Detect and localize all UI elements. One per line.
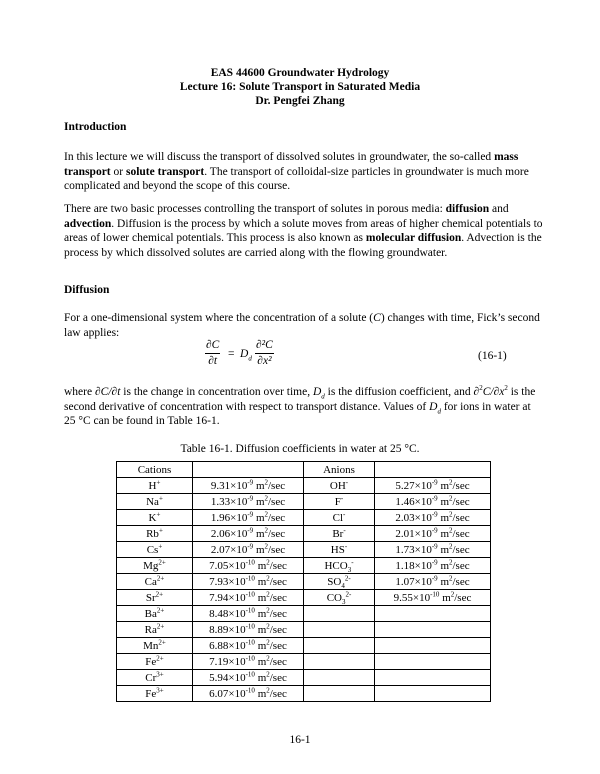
cation-cell: $Sr^{2+}$ bbox=[117, 590, 193, 606]
table-row bbox=[117, 638, 491, 654]
cation-value-cell: $2.07\times 10^{-9}$ $m^2/\sec$ bbox=[193, 542, 304, 558]
table-row bbox=[117, 686, 491, 702]
cation-value-cell: $9.31\times 10^{-9}$ $m^2/\sec$ bbox=[193, 478, 304, 494]
anion-cell bbox=[304, 654, 375, 670]
anion-cell: $HCO_3^-$ bbox=[304, 558, 375, 574]
cation-cell: $Mg^{2+}$ bbox=[117, 558, 193, 574]
lecture-title: Lecture 16: Solute Transport in Saturated Media bbox=[179, 81, 421, 93]
anion-value-cell: $5.27\times 10^{-9}$ $m^2/\sec$ bbox=[375, 478, 491, 494]
anion-cell bbox=[304, 686, 375, 702]
anion-value-cell bbox=[375, 606, 491, 622]
anion-cell bbox=[304, 670, 375, 686]
cation-value-cell: $6.07\times 10^{-10}$ $m^2/\sec$ bbox=[193, 686, 304, 702]
anion-cell: Br- bbox=[304, 526, 375, 542]
table-row bbox=[117, 478, 491, 494]
cation-value-cell: $1.33\times 10^{-9}$ $m^2/\sec$ bbox=[193, 494, 304, 510]
lhs-fraction: $\frac{\partial C}{\partial t}$ bbox=[206, 339, 220, 367]
table-row bbox=[117, 654, 491, 670]
cation-value-cell: $1.96\times 10^{-9}$ $m^2/\sec$ bbox=[193, 510, 304, 526]
cation-value-cell: $7.05\times 10^{-10}$ $m^2/\sec$ bbox=[193, 558, 304, 574]
cation-cell: $Ba^{2+}$ bbox=[117, 606, 193, 622]
document-page: EAS 44600 Groundwater Hydrology Lecture 16: Solute Transport in Saturated Media Dr. Pengfei Zhang Introduction In this lecture we will discuss the transport of dissolved solutes in groundwater, the so-called mass transport or solute transport. The transport of colloidal-size particles in groundwater is much more complicated and beyond the scope of this course. There are two basic processes controlling the transport of solutes in porous media: diffusion and advection. Diffusion is the process by which a solute moves from areas of higher chemical potentials to areas of lower chemical potentials. This process is also known as molecular diffusion. Advection is the process by which dissolved solutes are carried along with the flowing groundwater. Diffusion For a one-dimensional system where the concentration of a solute (C) changes with time, Fick’s second law applies: $\frac{\partial C}{\partial t}$ = $D_d$ $\frac{\text{∂²C}}{\text{∂x²}}$ (16-1) where ∂C/∂t is the change in concentration over time, $D_d$ is the diffusion coefficient, and $\partial^2C/\partial x^2$ is the second derivative of concentration with respect to transport distance. Values of $D_d$ for ions in water at 25 °C can be found in Table 16-1. Table 16-1. Diffusion coefficients in water at 25 °C. Cations Anions H+ $9.31\times 10^{-9}$ $m^2/\sec$ OH- $5.27\times 10^{-9}$ $m^2/\sec$ Na+ $1.33\times 10^{-9}$ $m^2/\sec$ F- $1.46\times 10^{-9}$ $m^2/\sec$ K+ $1.96\times 10^{-9}$ $m^2/\sec$ Cl- $2.03\times 10^{-9}$ $m^2/\sec$ Rb+ $2.06\times 10^{-9}$ $m^2/\sec$ Br- $2.01\times 10^{-9}$ $m^2/\sec$ Cs+ $2.07\times 10^{-9}$ $m^2/\sec$ HS- $1.73\times 10^{-9}$ $m^2/\sec$ $Mg^{2+}$ $7.05\times 10^{-10}$ $m^2/\sec$ $HCO_3^-$ $1.18\times 10^{-9}$ $m^2/\sec$ $Ca^{2+}$ $7.93\times 10^{-10}$ $m^2/\sec$ $SO_4^{2-}$ $1.07\times 10^{-9}$ $m^2/\sec$ $Sr^{2+}$ $7.94\times 10^{-10}$ $m^2/\sec$ $CO_3^{2-}$ $9.55\times 10^{-10}$ $m^2/\sec$ $Ba^{2+}$ $8.48\times 10^{-10}$ $m^2/\sec$ $Ra^{2+}$ $8.89\times 10^{-10}$ $m^2/\sec$ $Mn^{2+}$ $6.88\times 10^{-10}$ $m^2/\sec$ $Fe^{2+}$ $7.19\times 10^{-10}$ $m^2/\sec$ $Cr^{3+}$ $5.94\times 10^{-10}$ $m^2/\sec$ $Fe^{3+}$ $6.07\times 10^{-10}$ $m^2/\sec$ 16-1 bbox=[0, 0, 600, 774]
intro-paragraph-1: In this lecture we will discuss the transport of dissolved solutes in groundwater, the so-called mass transport or solute transport. The transport of colloidal-size particles in groundwater is much more complicated and beyond the scope of this course. bbox=[64, 151, 529, 193]
anion-cell: Cl- bbox=[304, 510, 375, 526]
cation-cell: H+ bbox=[117, 478, 193, 494]
cations-header: Cations bbox=[117, 462, 193, 478]
diffusion-heading: Diffusion bbox=[64, 284, 110, 296]
anion-cell bbox=[304, 638, 375, 654]
table-row bbox=[117, 606, 491, 622]
table-row bbox=[117, 494, 491, 510]
cation-value-cell: $8.48\times 10^{-10}$ $m^2/\sec$ bbox=[193, 606, 304, 622]
rhs-fraction: $\frac{\text{∂²C}}{\text{∂x²}}$ bbox=[256, 339, 273, 367]
cation-value-cell: $7.93\times 10^{-10}$ $m^2/\sec$ bbox=[193, 574, 304, 590]
instructor-name: Dr. Pengfei Zhang bbox=[255, 95, 345, 107]
diffusion-paragraph-1: For a one-dimensional system where the concentration of a solute (C) changes with time, Fick’s second law applies: bbox=[64, 312, 540, 339]
table-header-row bbox=[117, 462, 491, 478]
cation-cell: Cs+ bbox=[117, 542, 193, 558]
anions-header: Anions bbox=[304, 462, 375, 478]
anion-value-cell bbox=[375, 670, 491, 686]
cation-cell: $Ra^{2+}$ bbox=[117, 622, 193, 638]
equation-number: (16-1) bbox=[478, 350, 507, 362]
diffusion-paragraph-2: where ∂C/∂t is the change in concentration over time, $D_d$ is the diffusion coefficient, and $\partial^2C/\partial x^2$ is the second derivative of concentration with respect to transport distance. Values of $D_d$ for ions in water at 25 °C can be found in Table 16-1. bbox=[64, 384, 536, 428]
table-row bbox=[117, 526, 491, 542]
cation-value-cell: $5.94\times 10^{-10}$ $m^2/\sec$ bbox=[193, 670, 304, 686]
anion-value-cell bbox=[375, 686, 491, 702]
diffusion-coefficients-table bbox=[116, 461, 491, 702]
cation-cell: Rb+ bbox=[117, 526, 193, 542]
anion-value-cell bbox=[375, 638, 491, 654]
table-row bbox=[117, 574, 491, 590]
cation-value-cell: $7.94\times 10^{-10}$ $m^2/\sec$ bbox=[193, 590, 304, 606]
cation-value-cell: $2.06\times 10^{-9}$ $m^2/\sec$ bbox=[193, 526, 304, 542]
intro-paragraph-2: There are two basic processes controlling the transport of solutes in porous media: diffusion and advection. Diffusion is the process by which a solute moves from areas of higher chemical potentials to areas of lower chemical potentials. This process is also known as molecular diffusion. Advection is the process by which dissolved solutes are carried along with the flowing groundwater. bbox=[64, 203, 543, 259]
cation-cell: $Ca^{2+}$ bbox=[117, 574, 193, 590]
anion-value-cell: $1.07\times 10^{-9}$ $m^2/\sec$ bbox=[375, 574, 491, 590]
anion-value-cell: $1.46\times 10^{-9}$ $m^2/\sec$ bbox=[375, 494, 491, 510]
cation-value-cell: $7.19\times 10^{-10}$ $m^2/\sec$ bbox=[193, 654, 304, 670]
page-number: 16-1 bbox=[289, 734, 311, 746]
table-row bbox=[117, 558, 491, 574]
table-row bbox=[117, 622, 491, 638]
anion-cell: HS- bbox=[304, 542, 375, 558]
anion-cell: F- bbox=[304, 494, 375, 510]
anion-cell bbox=[304, 622, 375, 638]
anion-value-cell bbox=[375, 654, 491, 670]
anion-cell: $CO_3^{2-}$ bbox=[304, 590, 375, 606]
table-row bbox=[117, 510, 491, 526]
anion-cell bbox=[304, 606, 375, 622]
cation-value-cell: $8.89\times 10^{-10}$ $m^2/\sec$ bbox=[193, 622, 304, 638]
cation-cell: $Fe^{3+}$ bbox=[117, 686, 193, 702]
intro-heading: Introduction bbox=[64, 121, 127, 133]
table-caption: Table 16-1. Diffusion coefficients in water at 25 °C. bbox=[180, 443, 420, 455]
cation-cell: $Cr^{3+}$ bbox=[117, 670, 193, 686]
cation-cell: $Mn^{2+}$ bbox=[117, 638, 193, 654]
anion-value-cell bbox=[375, 622, 491, 638]
course-title: EAS 44600 Groundwater Hydrology bbox=[210, 67, 390, 79]
anion-cell: $SO_4^{2-}$ bbox=[304, 574, 375, 590]
anion-cell: OH- bbox=[304, 478, 375, 494]
table-row bbox=[117, 542, 491, 558]
table-row bbox=[117, 670, 491, 686]
cation-cell: K+ bbox=[117, 510, 193, 526]
anion-value-cell: $2.03\times 10^{-9}$ $m^2/\sec$ bbox=[375, 510, 491, 526]
cation-cell: Na+ bbox=[117, 494, 193, 510]
anion-value-cell: $1.18\times 10^{-9}$ $m^2/\sec$ bbox=[375, 558, 491, 574]
anion-value-cell: $9.55\times 10^{-10}$ $m^2/\sec$ bbox=[375, 590, 491, 606]
table-row bbox=[117, 590, 491, 606]
anion-value-cell: $2.01\times 10^{-9}$ $m^2/\sec$ bbox=[375, 526, 491, 542]
cation-cell: $Fe^{2+}$ bbox=[117, 654, 193, 670]
anion-value-cell: $1.73\times 10^{-9}$ $m^2/\sec$ bbox=[375, 542, 491, 558]
cation-value-cell: $6.88\times 10^{-10}$ $m^2/\sec$ bbox=[193, 638, 304, 654]
